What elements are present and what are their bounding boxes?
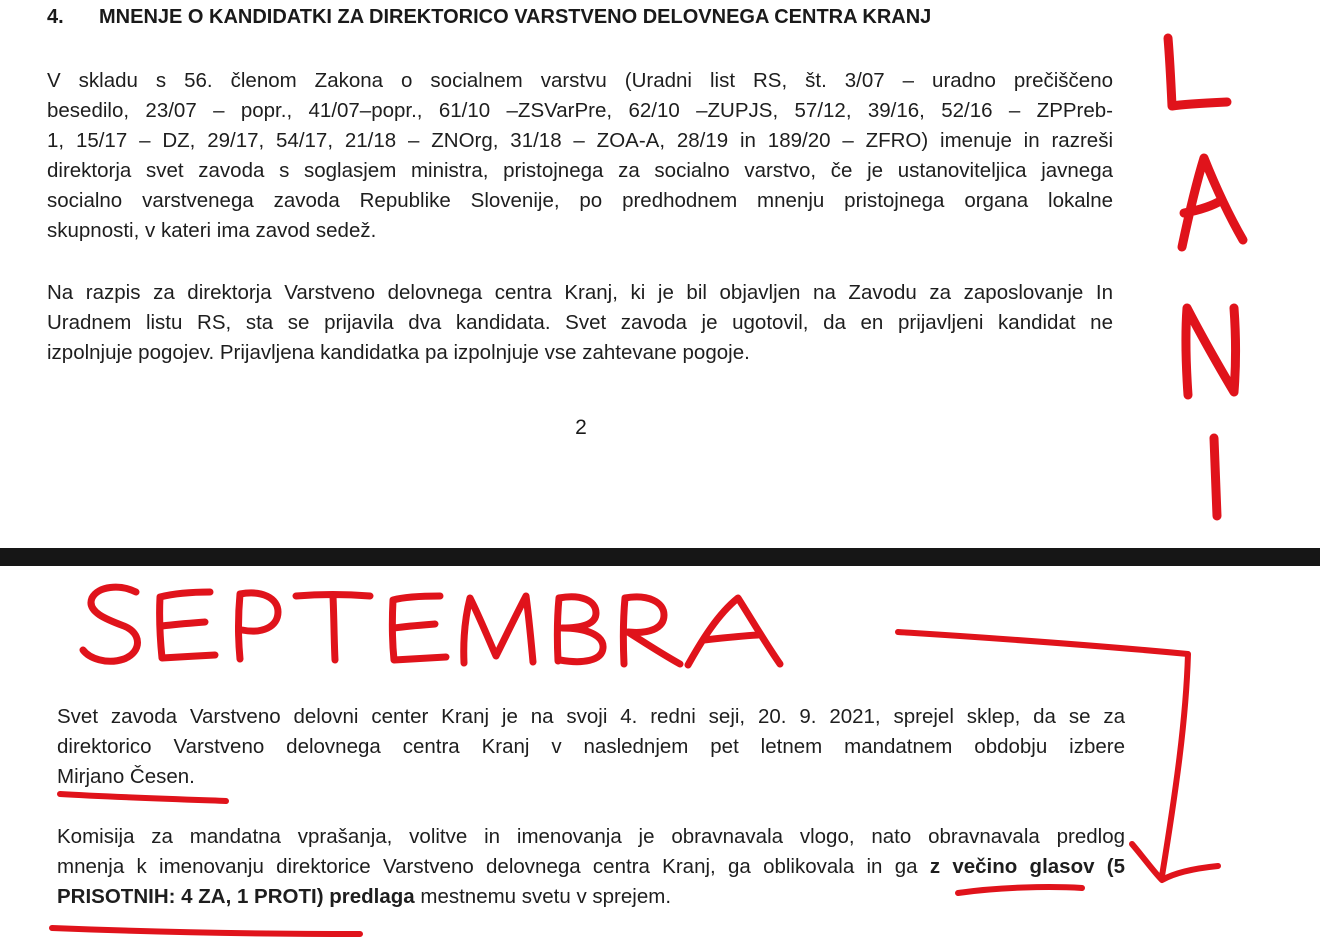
- text-line: Mirjano Česen.: [57, 765, 195, 788]
- paragraph-council-decision: [57, 702, 1125, 792]
- text-line: besedilo, 23/07 – popr., 41/07–popr., 61/10 –ZSVarPre, 62/10 –ZUPJS, 57/12, 39/16, 52/16 – ZPPreb-: [47, 99, 1113, 122]
- text-line: [57, 852, 1125, 882]
- text-segment: mestnemu svetu v sprejem.: [414, 885, 672, 908]
- paragraph-tender: [47, 278, 1113, 368]
- text-line: Na razpis za direktorja Varstveno delovnega centra Kranj, ki je bil objavljen na Zavodu za zaposlovanje In: [47, 281, 1113, 304]
- bold-vote-text: PRISOTNIH: 4 ZA, 1 PROTI) predlaga: [57, 885, 415, 908]
- text-line: Komisija za mandatna vprašanja, volitve in imenovanja je obravnavala vlogo, nato obravnavala predlog: [57, 825, 1125, 848]
- text-line: socialno varstvenega zavoda Republike Slovenije, po predhodnem mnenju pristojnega organa lokalne: [47, 189, 1113, 212]
- text-line: [57, 882, 1125, 912]
- text-line: izpolnjuje pogojev. Prijavljena kandidatka pa izpolnjuje vse zahtevane pogoje.: [47, 341, 750, 364]
- text-line: 1, 15/17 – DZ, 29/17, 54/17, 21/18 – ZNOrg, 31/18 – ZOA-A, 28/19 in 189/20 – ZFRO) imenuje in razreši: [47, 129, 1113, 152]
- section-title: MNENJE O KANDIDATKI ZA DIREKTORICO VARSTVENO DELOVNEGA CENTRA KRANJ: [99, 6, 932, 28]
- bold-vote-text: z večino glasov (5: [929, 855, 1125, 878]
- text-line: direktorja svet zavoda s soglasjem ministra, pristojnega za socialno varstvo, če je ustanoviteljica javnega: [47, 159, 1113, 182]
- text-segment: mnenja k imenovanju direktorice Varstveno delovnega centra Kranj, ga oblikovala in ga: [57, 855, 930, 878]
- text-line: V skladu s 56. členom Zakona o socialnem varstvu (Uradni list RS, št. 3/07 – uradno prečiščeno: [47, 69, 1113, 92]
- text-line: Uradnem listu RS, sta se prijavila dva kandidata. Svet zavoda je ugotovil, da en prijavljeni kandidat ne: [47, 311, 1113, 334]
- text-line: direktorico Varstveno delovnega centra Kranj v naslednjem pet letnem mandatnem obdobju izbere: [57, 735, 1125, 758]
- text-line: skupnosti, v kateri ima zavod sedež.: [47, 219, 377, 242]
- text-line: Svet zavoda Varstveno delovni center Kranj je na svoji 4. redni seji, 20. 9. 2021, sprejel sklep, da se za: [57, 705, 1125, 728]
- page-number: 2: [575, 416, 587, 439]
- paragraph-commission: [57, 822, 1125, 912]
- section-number: 4.: [47, 6, 64, 28]
- paragraph-legal-basis: [47, 66, 1113, 246]
- page-divider: [0, 548, 1320, 566]
- section-heading: [47, 6, 931, 29]
